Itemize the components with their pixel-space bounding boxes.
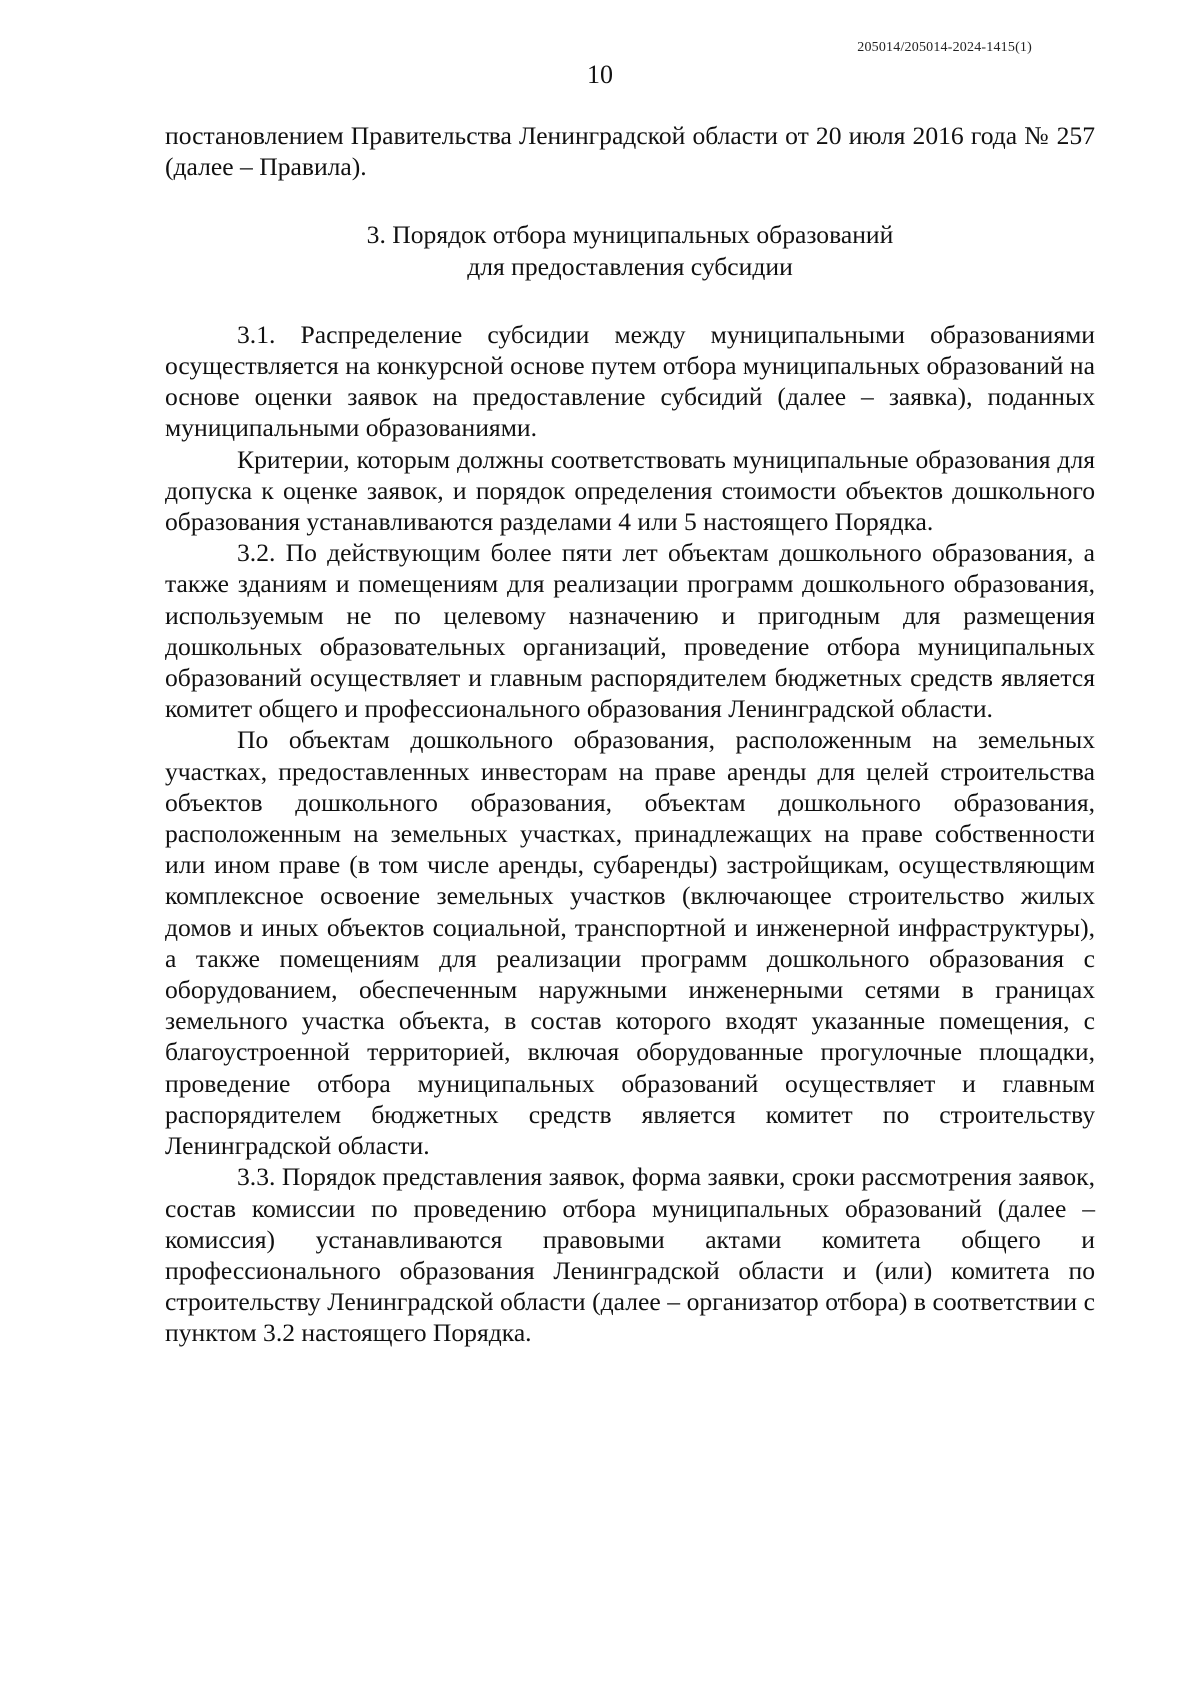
intro-paragraph: постановлением Правительства Ленинградской области от 20 июля 2016 года № 257 (далее – Правила). <box>165 121 1095 182</box>
section-title-line-1: 3. Порядок отбора муниципальных образований <box>366 220 894 250</box>
section-title <box>165 219 1095 281</box>
paragraph-3-2: 3.2. По действующим более пяти лет объектам дошкольного образования, а также зданиям и помещениям для реализации программ дошкольного образования, используемым не по целевому назначению и пригодным для размещения дошкольных образовательных организаций, проведение отбора муниципальных образований осуществляет и главным распорядителем бюджетных средств является комитет общего и профессионального образования Ленинградской области. <box>165 538 1095 724</box>
paragraph-3-3: 3.3. Порядок представления заявок, форма заявки, сроки рассмотрения заявок, состав комиссии по проведению отбора муниципальных образований (далее – комиссия) устанавливаются правовыми актами комитета общего и профессионального образования Ленинградской области и (или) комитета по строительству Ленинградской области (далее – организатор отбора) в соответствии с пунктом 3.2 настоящего Порядка. <box>165 1162 1095 1348</box>
paragraph-construction-objects: По объектам дошкольного образования, расположенным на земельных участках, предоставленных инвесторам на праве аренды для целей строительства объектов дошкольного образования, объектам дошкольного образования, расположенным на земельных участках, принадлежащих на праве собственности или ином праве (в том числе аренды, субаренды) застройщикам, осуществляющим комплексное освоение земельных участков (включающее строительство жилых домов и иных объектов социальной, транспортной и инженерной инфраструктуры), а также помещениям для реализации программ дошкольного образования с оборудованием, обеспеченным наружными инженерными сетями в границах земельного участка объекта, в состав которого входят указанные помещения, с благоустроенной территорией, включая оборудованные прогулочные площадки, проведение отбора муниципальных образований осуществляет и главным распорядителем бюджетных средств является комитет по строительству Ленинградской области. <box>165 725 1095 1161</box>
paragraph-criteria: Критерии, которым должны соответствовать муниципальные образования для допуска к оценке заявок, и порядок определения стоимости объектов дошкольного образования устанавливаются разделами 4 или 5 настоящего Порядка. <box>165 444 1095 537</box>
paragraph-3-1: 3.1. Распределение субсидии между муниципальными образованиями осуществляется на конкурсной основе путем отбора муниципальных образований на основе оценки заявок на предоставление субсидий (далее – заявка), поданных муниципальными образованиями. <box>165 319 1095 443</box>
document-id: 205014/205014-2024-1415(1) <box>857 40 1032 55</box>
page-number: 10 <box>587 60 613 89</box>
section-title-line-2: для предоставления субсидии <box>467 251 793 281</box>
document-body <box>165 120 1095 1349</box>
